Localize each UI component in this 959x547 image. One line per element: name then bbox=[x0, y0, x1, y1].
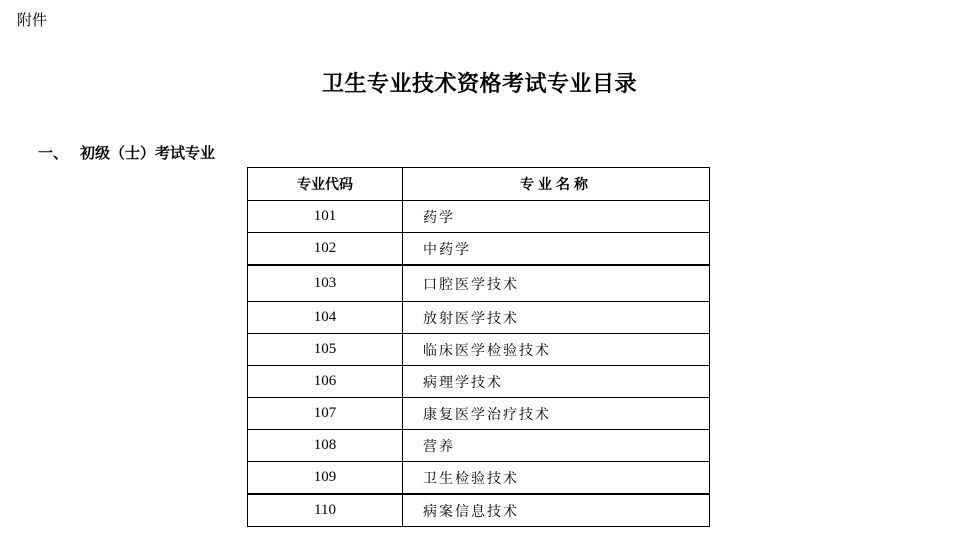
major-name-cell: 营养 bbox=[403, 430, 710, 462]
major-name-cell: 卫生检验技术 bbox=[403, 462, 710, 495]
major-name-cell: 病理学技术 bbox=[403, 366, 710, 398]
table-row bbox=[248, 201, 710, 233]
table-row bbox=[248, 430, 710, 462]
major-code-cell: 101 bbox=[248, 201, 403, 233]
major-name-cell: 药学 bbox=[403, 201, 710, 233]
attachment-label: 附件 bbox=[17, 11, 48, 29]
major-code-cell: 107 bbox=[248, 398, 403, 430]
major-code-cell: 108 bbox=[248, 430, 403, 462]
majors-table bbox=[247, 167, 710, 527]
major-name-cell: 放射医学技术 bbox=[403, 302, 710, 334]
section-heading bbox=[38, 142, 215, 164]
major-code-cell: 109 bbox=[248, 462, 403, 495]
table-row bbox=[248, 302, 710, 334]
major-name-cell: 中药学 bbox=[403, 233, 710, 266]
major-code-cell: 110 bbox=[248, 494, 403, 527]
major-code-cell: 103 bbox=[248, 265, 403, 302]
section-title: 初级（士）考试专业 bbox=[80, 144, 216, 162]
document-title: 卫生专业技术资格考试专业目录 bbox=[321, 71, 637, 97]
section-number: 一、 bbox=[38, 144, 69, 162]
table-row bbox=[248, 334, 710, 366]
major-code-cell: 104 bbox=[248, 302, 403, 334]
major-code-cell: 105 bbox=[248, 334, 403, 366]
major-code-cell: 102 bbox=[248, 233, 403, 266]
major-code-cell: 106 bbox=[248, 366, 403, 398]
table-row bbox=[248, 366, 710, 398]
table-row bbox=[248, 265, 710, 302]
major-name-cell: 临床医学检验技术 bbox=[403, 334, 710, 366]
table-row bbox=[248, 494, 710, 527]
major-name-cell: 病案信息技术 bbox=[403, 494, 710, 527]
column-header-name: 专业名称 bbox=[403, 168, 710, 201]
table-row bbox=[248, 398, 710, 430]
column-header-code: 专业代码 bbox=[248, 168, 403, 201]
table-row bbox=[248, 233, 710, 266]
table-header-row bbox=[248, 168, 710, 201]
table-row bbox=[248, 462, 710, 495]
major-name-cell: 口腔医学技术 bbox=[403, 265, 710, 302]
major-name-cell: 康复医学治疗技术 bbox=[403, 398, 710, 430]
